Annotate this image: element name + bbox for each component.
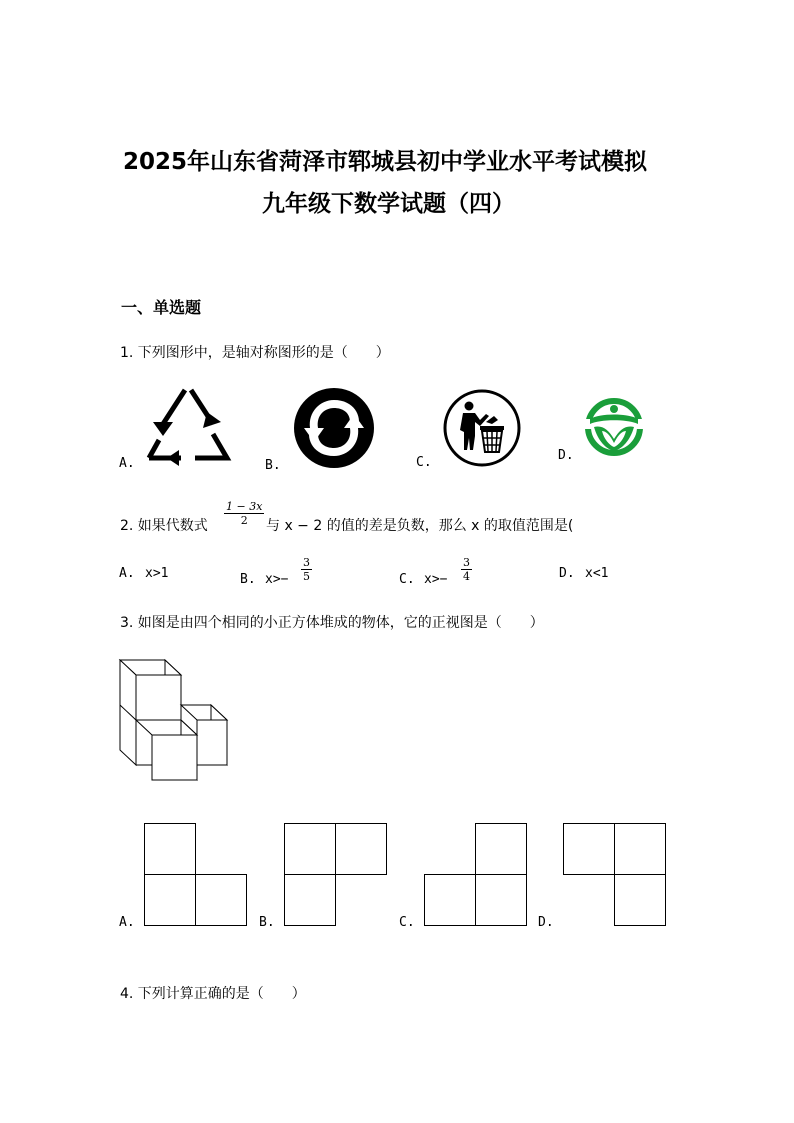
q2-option-a-text: x>1	[145, 566, 169, 581]
page-title-line1: 2025年山东省菏泽市郓城县初中学业水平考试模拟	[123, 149, 648, 175]
q1-option-a-label: A.	[119, 456, 135, 471]
recycle-triangle-icon	[143, 386, 233, 466]
tidy-man-icon	[442, 388, 522, 468]
q1-option-c-label: C.	[416, 455, 432, 470]
q2-fraction-denominator: 2	[240, 514, 248, 527]
question-3-stem: 3. 如图是由四个相同的小正方体堆成的物体，它的正视图是（ ）	[120, 615, 544, 631]
question-4-stem: 4. 下列计算正确的是（ ）	[120, 986, 306, 1002]
q3-option-a-view	[144, 823, 249, 928]
q3-option-c-label: C.	[399, 915, 415, 930]
q2-fraction-numerator: 1 − 3x	[226, 500, 263, 513]
q3-option-a-label: A.	[119, 915, 135, 930]
q2-option-b-numerator: 3	[303, 556, 310, 569]
green-dot-icon	[292, 386, 376, 470]
q2-option-a-label: A.	[119, 566, 135, 581]
q2-option-b-fraction	[301, 556, 312, 583]
q2-option-c-fraction	[461, 556, 472, 583]
q3-option-b-label: B.	[259, 915, 275, 930]
q2-option-b-text: x>−	[265, 572, 289, 587]
q2-option-c-denominator: 4	[463, 570, 470, 583]
section-heading: 一、单选题	[121, 298, 202, 317]
q2-option-c-numerator: 3	[463, 556, 470, 569]
green-food-icon	[584, 397, 644, 457]
question-2-prefix: 2. 如果代数式	[120, 518, 208, 534]
cube-stack-figure	[119, 659, 239, 789]
q2-option-d-text: x<1	[585, 566, 609, 581]
q1-option-d-label: D.	[558, 448, 574, 463]
q3-option-d-label: D.	[538, 915, 554, 930]
q2-option-b-label: B.	[240, 572, 256, 587]
q3-option-c-view	[424, 823, 529, 928]
q3-option-d-view	[563, 823, 668, 928]
page-title-line2: 九年级下数学试题（四）	[262, 191, 515, 217]
q2-fraction	[224, 500, 264, 527]
q3-option-b-view	[284, 823, 389, 928]
q2-option-c-text: x>−	[424, 572, 448, 587]
q1-option-b-label: B.	[265, 458, 281, 473]
question-2-suffix: 与 x − 2 的值的差是负数，那么 x 的取值范围是(	[266, 518, 574, 534]
q2-option-b-denominator: 5	[303, 570, 310, 583]
question-1-stem: 1. 下列图形中，是轴对称图形的是（ ）	[120, 345, 390, 361]
q2-option-d-label: D.	[559, 566, 575, 581]
q2-option-c-label: C.	[399, 572, 415, 587]
